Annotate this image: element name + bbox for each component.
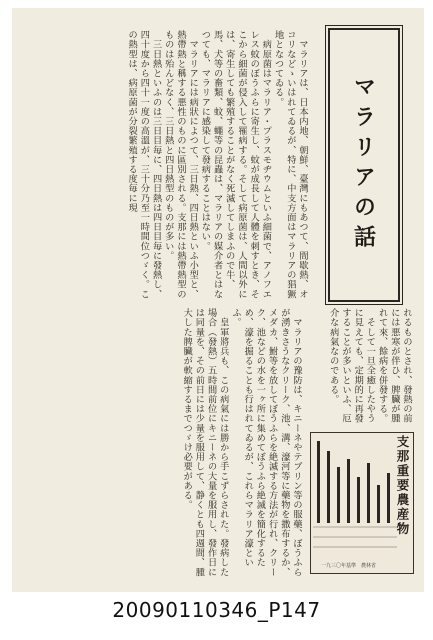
bar-soybean [367,463,370,523]
chart-bars [313,437,397,563]
body-text-right-top: れるものとされ、發熱の前には悪寒が伴ひ、脾臟が腫れて來、餘病を併發する。 そして一旦全癒したやうに見えても、定期的に再發することが多いといふ、厄介な病氣なのである。 [327,308,412,424]
bar-sweet-potato [377,485,380,523]
bar-sorghum [357,477,360,523]
body-text-right-bottom: マラリアの豫防は、キニーネやテブリン等の服藥、ぼうふらが湧きさうなクリーク、池、溝、濠河等に藥物を撒布するか、メダカ、鮒等を放してぼうふらを絶滅する方法が行れ、クリーク、池などの水を一ヶ所に集めてぼうふら絶滅を簡化するため、濠を掘ることも行はれてゐるが、これらマラリア濠といふ。 皇軍將兵も、この病氣には勝から手こずらされた。發病した場合（發熱）五時間前位にキニーネの大量を服用し、發作日には同量を、その前日には少量を服用して、静くとも四週間、腫大した脾臟が軟縮するまでつゞけ必要がある。 [181,308,302,577]
bar-barley [337,467,340,523]
bar-cotton [387,473,390,523]
document-page [12,8,424,592]
crop-chart [310,432,414,574]
bar-rice [317,441,320,523]
bar-corn [347,459,350,523]
chart-title: 支那重要農産物 [395,435,410,537]
article-title: マラリアの話 [350,75,377,255]
page-footer-id: 20090110346_P147 [112,598,321,622]
bar-wheat [327,451,330,523]
chart-note: 一九三〇年基準 農林省 [321,563,377,569]
title-box [328,28,400,302]
body-text-left: マラリアは、日本内地、朝鮮、臺灣にもあつて、間歇熱、オコリなどゝいはれてゐるが、特に、中支方面はマラリアの猖獗地となつてゐる。 病原菌はマラリア・プラスモヂウムといふ細菌で、アノフエレス蚊のぼうふらに寄生し、蚊が成長して人體を刺すとき、そこから細菌が侵入して罹病する。そして病原菌は、人間以外には、寄生しても繁殖することがなく死滅してしまふので牛、馬、犬等の畜類、蚊、蠅等の昆蟲は、マラリアの媒介者とはなつても、マラリアに感染して發病することはない。 マラリアには病狀によつて、三日熱、四日熱といふ小型と、熱帶熱と稱する悪性のものに區別される。支那には熱帶熱型のものは殆んどなく、三日熱と四日熱型のものが多い。 三日熱といふのは三日目毎に、四日熱は四日目毎に發熱し、四十度から四十一度の高溫が、三十分乃至一時間位つゞく。この熱型は、病原菌が分裂繁殖する度毎に現 [126,30,308,299]
